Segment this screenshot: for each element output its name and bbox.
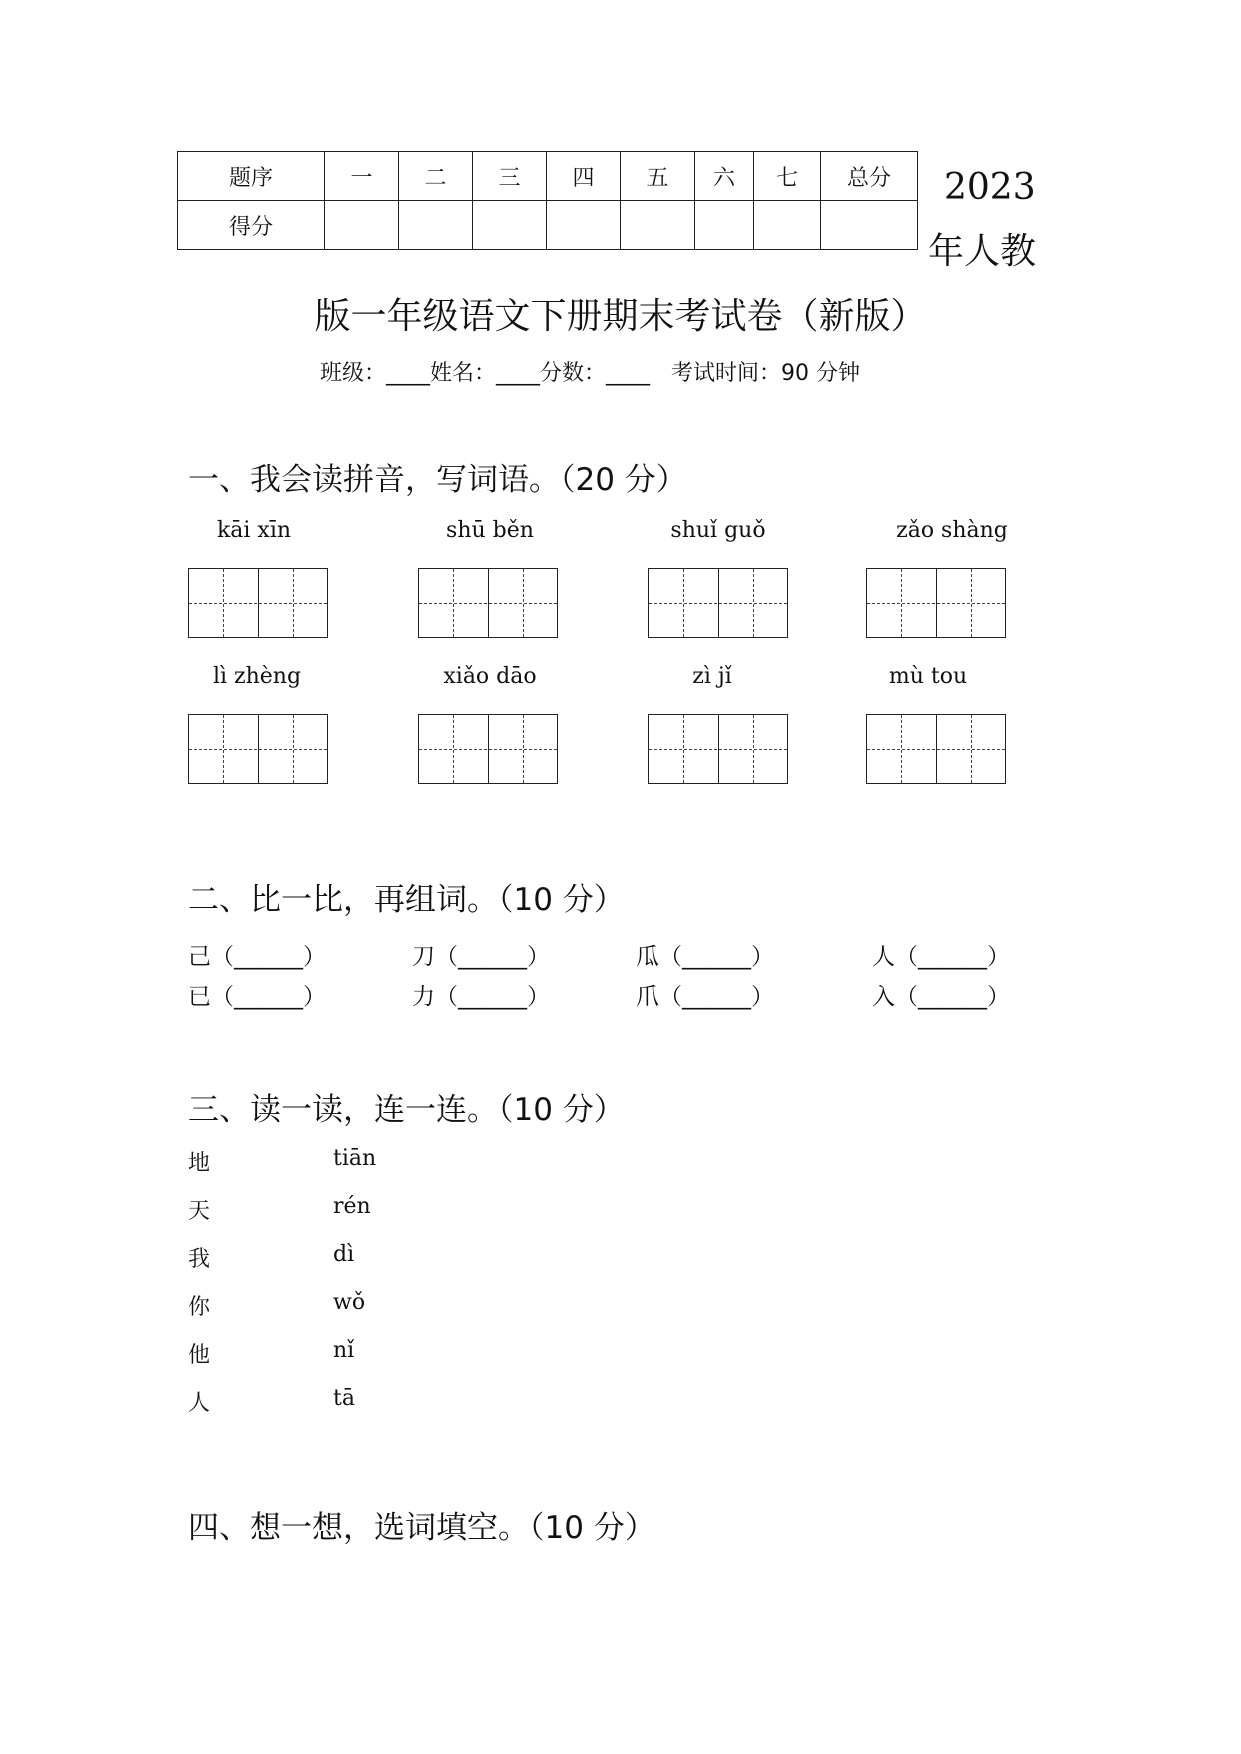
section1-title: 一、我会读拼音，写词语。（20 分） bbox=[188, 462, 687, 498]
pinyin-label: shuǐ guǒ bbox=[670, 518, 766, 543]
student-info-line: 班级：____姓名：____分数：____ 考试时间：90 分钟 bbox=[320, 361, 860, 386]
score-cell[interactable] bbox=[399, 201, 473, 250]
section4-title: 四、想一想，选词填空。（10 分） bbox=[188, 1510, 656, 1546]
pinyin-label: kāi xīn bbox=[216, 518, 292, 543]
score-cell[interactable] bbox=[754, 201, 821, 250]
writing-grid[interactable] bbox=[648, 568, 788, 638]
writing-grid[interactable] bbox=[866, 714, 1006, 784]
compare-item[interactable]: 已（______） bbox=[188, 984, 326, 1010]
section3-title: 三、读一读，连一连。（10 分） bbox=[188, 1092, 625, 1128]
score-row-label: 得分 bbox=[178, 201, 325, 250]
header-cell: 七 bbox=[754, 152, 821, 201]
header-cell: 一 bbox=[325, 152, 399, 201]
pinyin-label: lì zhèng bbox=[212, 664, 302, 689]
year-title bbox=[928, 156, 1064, 284]
page-title: 版一年级语文下册期末考试卷（新版） bbox=[314, 296, 927, 337]
connect-char[interactable]: 地 bbox=[188, 1151, 211, 1176]
section2-title: 二、比一比，再组词。（10 分） bbox=[188, 882, 625, 918]
writing-grid[interactable] bbox=[188, 714, 328, 784]
connect-char[interactable]: 我 bbox=[188, 1247, 211, 1272]
score-cell[interactable] bbox=[695, 201, 754, 250]
connect-pinyin[interactable]: dì bbox=[333, 1242, 355, 1267]
header-cell: 二 bbox=[399, 152, 473, 201]
score-table-score-row bbox=[178, 201, 918, 250]
year-title-line1: 2023 bbox=[944, 167, 1036, 208]
connect-char[interactable]: 你 bbox=[188, 1295, 211, 1320]
score-cell[interactable] bbox=[325, 201, 399, 250]
year-title-line2: 年人教 bbox=[928, 231, 1037, 272]
compare-item[interactable]: 爪（______） bbox=[636, 984, 774, 1010]
score-cell[interactable] bbox=[473, 201, 547, 250]
header-cell: 四 bbox=[547, 152, 621, 201]
compare-item[interactable]: 入（______） bbox=[872, 984, 1010, 1010]
score-cell[interactable] bbox=[621, 201, 695, 250]
connect-pinyin[interactable]: rén bbox=[333, 1194, 371, 1219]
header-cell: 六 bbox=[695, 152, 754, 201]
writing-grid[interactable] bbox=[648, 714, 788, 784]
connect-char[interactable]: 天 bbox=[188, 1199, 211, 1224]
header-cell: 总分 bbox=[821, 152, 918, 201]
writing-grid[interactable] bbox=[418, 568, 558, 638]
pinyin-label: shū běn bbox=[446, 518, 534, 543]
pinyin-label: mù tou bbox=[888, 664, 968, 689]
score-table bbox=[177, 151, 918, 250]
connect-pinyin[interactable]: wǒ bbox=[333, 1290, 366, 1315]
compare-item[interactable]: 瓜（______） bbox=[636, 944, 774, 970]
writing-grid[interactable] bbox=[866, 568, 1006, 638]
writing-grid[interactable] bbox=[188, 568, 328, 638]
compare-item[interactable]: 己（______） bbox=[188, 944, 326, 970]
header-cell: 五 bbox=[621, 152, 695, 201]
connect-char[interactable]: 他 bbox=[188, 1343, 211, 1368]
header-cell: 题序 bbox=[178, 152, 325, 201]
score-cell[interactable] bbox=[821, 201, 918, 250]
connect-char[interactable]: 人 bbox=[188, 1391, 211, 1416]
pinyin-label: xiǎo dāo bbox=[443, 664, 537, 689]
compare-item[interactable]: 人（______） bbox=[872, 944, 1010, 970]
compare-item[interactable]: 刀（______） bbox=[412, 944, 550, 970]
score-table-header-row bbox=[178, 152, 918, 201]
compare-item[interactable]: 力（______） bbox=[412, 984, 550, 1010]
pinyin-label: zǎo shàng bbox=[896, 518, 1008, 543]
connect-pinyin[interactable]: tā bbox=[333, 1386, 355, 1411]
header-cell: 三 bbox=[473, 152, 547, 201]
connect-pinyin[interactable]: tiān bbox=[333, 1146, 377, 1171]
score-cell[interactable] bbox=[547, 201, 621, 250]
connect-pinyin[interactable]: nǐ bbox=[333, 1338, 355, 1363]
writing-grid[interactable] bbox=[418, 714, 558, 784]
pinyin-label: zì jǐ bbox=[692, 664, 732, 689]
